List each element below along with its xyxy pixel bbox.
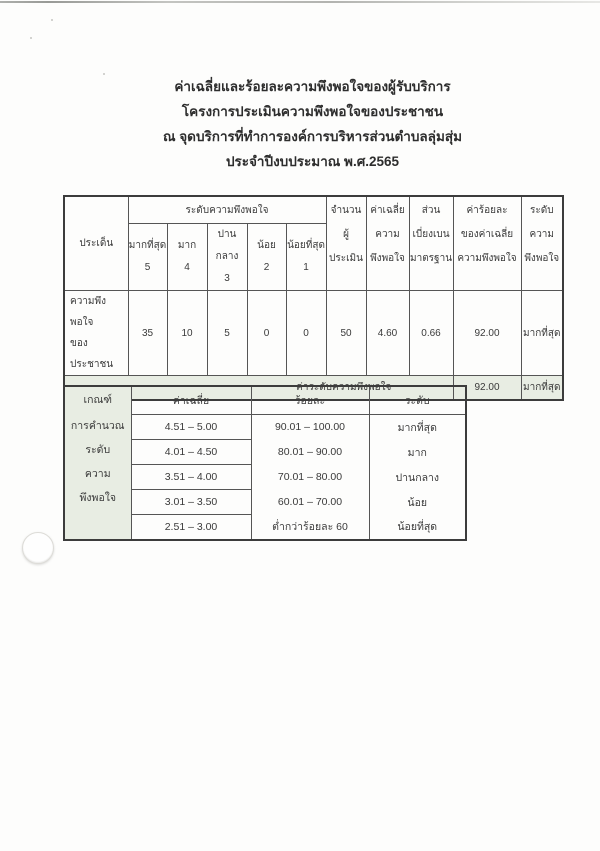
t1-header-mean-line3: พึงพอใจ <box>370 253 405 264</box>
t1-value-rating-2: 0 <box>247 291 286 376</box>
t2-row-percent: 90.01 – 100.00 <box>251 415 369 440</box>
criteria-table <box>63 385 467 541</box>
t1-summary-label: ค่าระดับความพึงพอใจ <box>64 376 453 401</box>
scan-speck <box>51 19 53 21</box>
t1-header-sd <box>409 196 453 291</box>
t1-value-sd: 0.66 <box>409 291 453 376</box>
t1-value-rating-3: 5 <box>207 291 247 376</box>
t1-header-issue: ประเด็น <box>64 196 128 291</box>
t2-row-mean: 3.01 – 3.50 <box>131 490 251 515</box>
t2-criteria-empty <box>65 510 131 534</box>
title-line-4: ประจำปีงบประมาณ พ.ศ.2565 <box>225 154 400 169</box>
t1-header-evaluators-line1: จำนวน <box>330 205 362 216</box>
t1-value-rating-4: 10 <box>167 291 207 376</box>
t1-rating-score: 2 <box>263 262 270 273</box>
t1-data-issue-line2: ของประชาชน <box>70 338 114 370</box>
t2-row-percent: ต่ำกว่าร้อยละ 60 <box>251 515 369 541</box>
t1-rating-col-medium <box>207 224 247 291</box>
t1-header-sd-line2: เบี่ยงเบน <box>412 229 450 240</box>
t1-rating-score: 3 <box>224 273 230 284</box>
t2-criteria-line2: ระดับ <box>85 444 111 456</box>
t2-header-level: ระดับ <box>369 386 466 415</box>
hole-punch <box>22 532 54 564</box>
t2-row-level: มากที่สุด <box>369 415 466 440</box>
t1-rating-col-least <box>286 224 326 291</box>
t2-row-percent: 60.01 – 70.00 <box>251 490 369 515</box>
t2-header-percent: ร้อยละ <box>251 386 369 415</box>
t1-header-sd-line1: ส่วน <box>421 205 441 216</box>
t1-data-issue-line1: ความพึงพอใจ <box>70 296 106 328</box>
t1-rating-col-most <box>128 224 167 291</box>
t1-rating-label: มากที่สุด <box>128 240 167 251</box>
t2-row-level: มาก <box>369 440 466 465</box>
t1-header-evaluators-line2: ผู้ประเมิน <box>329 229 363 264</box>
t1-value-mean: 4.60 <box>366 291 409 376</box>
scan-speck <box>30 37 32 39</box>
t1-header-level-line3: พึงพอใจ <box>524 253 560 264</box>
t1-rating-col-little <box>247 224 286 291</box>
t1-rating-score: 4 <box>184 262 190 273</box>
t1-value-rating-5: 35 <box>128 291 167 376</box>
t1-header-level-line1: ระดับ <box>529 205 554 216</box>
t1-summary-level: มากที่สุด <box>521 376 563 401</box>
t2-row-level: น้อย <box>369 490 466 515</box>
t1-rating-label: มาก <box>177 240 197 251</box>
t2-criteria-line4: พึงพอใจ <box>79 492 117 504</box>
title-line-1: ค่าเฉลี่ยและร้อยละความพึงพอใจของผู้รับบริการ <box>174 79 451 94</box>
t1-data-issue <box>64 291 128 376</box>
t1-rating-score: 5 <box>144 262 151 273</box>
t2-row-level: น้อยที่สุด <box>369 515 466 541</box>
t1-rating-score: 1 <box>303 262 309 273</box>
t1-header-level-line2: ความ <box>529 229 555 240</box>
t1-header-evaluators <box>326 196 366 291</box>
t2-criteria-line1: การคำนวณ <box>70 420 125 432</box>
t1-header-mean <box>366 196 409 291</box>
title-line-3: ณ จุดบริการที่ทำการองค์การบริหารส่วนตำบลลุ่มสุ่ม <box>163 129 462 144</box>
t1-header-level <box>521 196 563 291</box>
t2-row-mean: 4.51 – 5.00 <box>131 415 251 440</box>
t1-header-mean-line1: ค่าเฉลี่ย <box>370 205 405 216</box>
t2-row-percent: 80.01 – 90.00 <box>251 440 369 465</box>
t1-rating-label: น้อยที่สุด <box>287 240 325 251</box>
t2-row-mean: 3.51 – 4.00 <box>131 465 251 490</box>
t1-header-rating-group: ระดับความพึงพอใจ <box>128 196 326 224</box>
t2-row-level: ปานกลาง <box>369 465 466 490</box>
t1-header-mean-line2: ความ <box>375 229 400 240</box>
t2-row-mean: 2.51 – 3.00 <box>131 515 251 541</box>
t2-header-criteria: เกณฑ์ <box>83 394 112 406</box>
t1-value-evaluators: 50 <box>326 291 366 376</box>
t1-header-sd-line3: มาตรฐาน <box>409 253 453 264</box>
t2-criteria-line3: ความ <box>84 468 111 480</box>
t1-value-percent: 92.00 <box>453 291 521 376</box>
t1-rating-col-much <box>167 224 207 291</box>
title-line-2: โครงการประเมินความพึงพอใจของประชาชน <box>181 104 444 119</box>
document-title-block <box>63 74 562 174</box>
t1-header-percent-line2: ของค่าเฉลี่ย <box>460 229 514 240</box>
t1-rating-label: น้อย <box>257 240 276 251</box>
t1-value-rating-1: 0 <box>286 291 326 376</box>
satisfaction-results-table <box>63 195 564 401</box>
t1-header-percent-line3: ความพึงพอใจ <box>457 253 517 264</box>
t1-value-level: มากที่สุด <box>521 291 563 376</box>
t1-header-percent <box>453 196 521 291</box>
scan-edge-artifact <box>0 1 600 3</box>
t2-row-mean: 4.01 – 4.50 <box>131 440 251 465</box>
t1-summary-percent: 92.00 <box>453 376 521 401</box>
t1-header-percent-line1: ค่าร้อยละ <box>466 205 508 216</box>
t2-row-percent: 70.01 – 80.00 <box>251 465 369 490</box>
t2-header-mean: ค่าเฉลี่ย <box>131 386 251 415</box>
t2-criteria-column <box>64 386 131 540</box>
t1-rating-label: ปานกลาง <box>215 229 239 262</box>
